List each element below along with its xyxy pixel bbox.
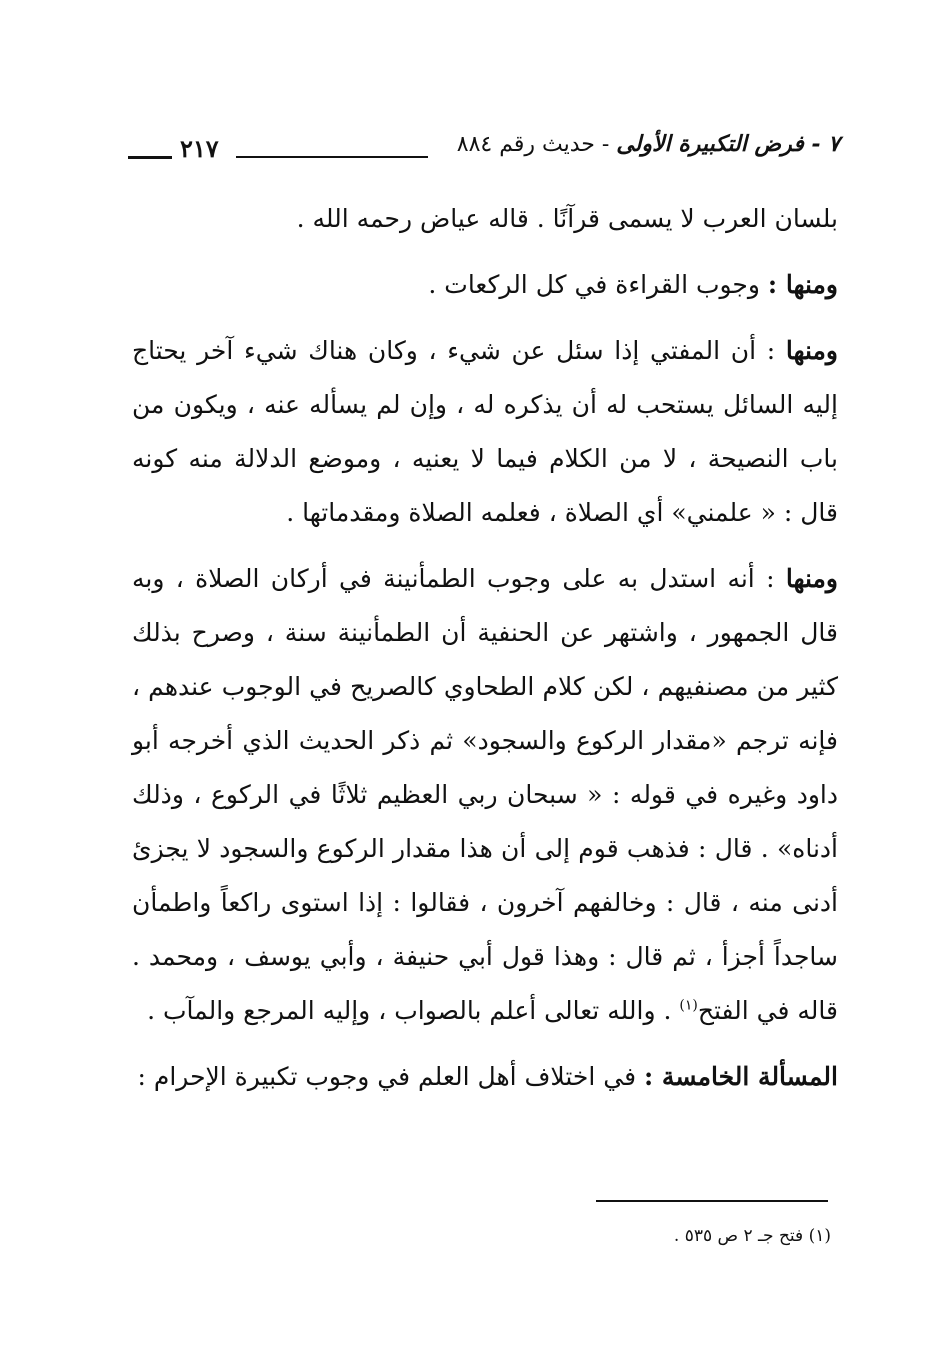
paragraph-tail: . والله تعالى أعلم بالصواب ، وإليه المرجع والمآب . bbox=[147, 996, 680, 1025]
paragraph-text: في اختلاف أهل العلم في وجوب تكبيرة الإحرام : bbox=[137, 1062, 644, 1091]
paragraph-text: : أن المفتي إذا سئل عن شيء ، وكان هناك شيء آخر يحتاج إليه السائل يستحب له أن يذكره له ، وإن لم يسأله عنه ، ويكون من باب النصيحة ، لا من الكلام فيما لا يعنيه ، وموضع الدلالة منه كونه قال : « علمني» أي الصلاة ، فعلمه الصلاة ومقدماتها . bbox=[132, 336, 838, 527]
paragraph-text: وجوب القراءة في كل الركعات . bbox=[428, 270, 768, 299]
paragraph bbox=[132, 258, 838, 312]
header-chapter: ٧ - فرض التكبيرة الأولى bbox=[616, 131, 840, 157]
paragraph bbox=[132, 192, 838, 246]
paragraph-lead: ومنها bbox=[785, 336, 838, 365]
paragraph-text: : أنه استدل به على وجوب الطمأنينة في أركان الصلاة ، وبه قال الجمهور ، واشتهر عن الحنفية أن الطمأنينة سنة ، وصرح بذلك كثير من مصنفيهم ، لكن كلام الطحاوي كالصريح في الوجوب عندهم ، فإنه ترجم «مقدار الركوع والسجود» ثم ذكر الحديث الذي أخرجه أبو داود وغيره في قوله : « سبحان ربي العظيم ثلاثًا في الركوع ، وذلك أدناه» . قال : فذهب قوم إلى أن هذا مقدار الركوع والسجود لا يجزئ أدنى منه ، قال : وخالفهم آخرون ، فقالوا : إذا استوى راكعاً واطمأن ساجداً أجزأ ، ثم قال : وهذا قول أبي حنيفة ، وأبي يوسف ، ومحمد . قاله في الفتح bbox=[132, 564, 838, 1025]
header-rule bbox=[236, 156, 428, 158]
footnote-rule bbox=[596, 1200, 828, 1202]
section-heading: المسألة الخامسة : bbox=[643, 1062, 838, 1091]
paragraph-lead: ومنها bbox=[785, 564, 838, 593]
running-header bbox=[128, 128, 840, 168]
paragraph-text: بلسان العرب لا يسمى قرآنًا . قاله عياض رحمه الله . bbox=[296, 204, 838, 233]
page-number-dash bbox=[128, 156, 172, 159]
paragraph bbox=[132, 552, 838, 1038]
paragraph-lead: ومنها : bbox=[767, 270, 838, 299]
page-number: ٢١٧ bbox=[180, 134, 219, 163]
footnote-marker[interactable]: (١) bbox=[679, 997, 698, 1014]
body-text bbox=[132, 192, 838, 1116]
paragraph bbox=[132, 324, 838, 540]
header-hadith-number: - حديث رقم ٨٨٤ bbox=[456, 132, 617, 157]
paragraph bbox=[132, 1050, 838, 1104]
header-title bbox=[457, 128, 840, 161]
footnote: (١) فتح جـ ٢ ص ٥٣٥ . bbox=[673, 1226, 831, 1246]
